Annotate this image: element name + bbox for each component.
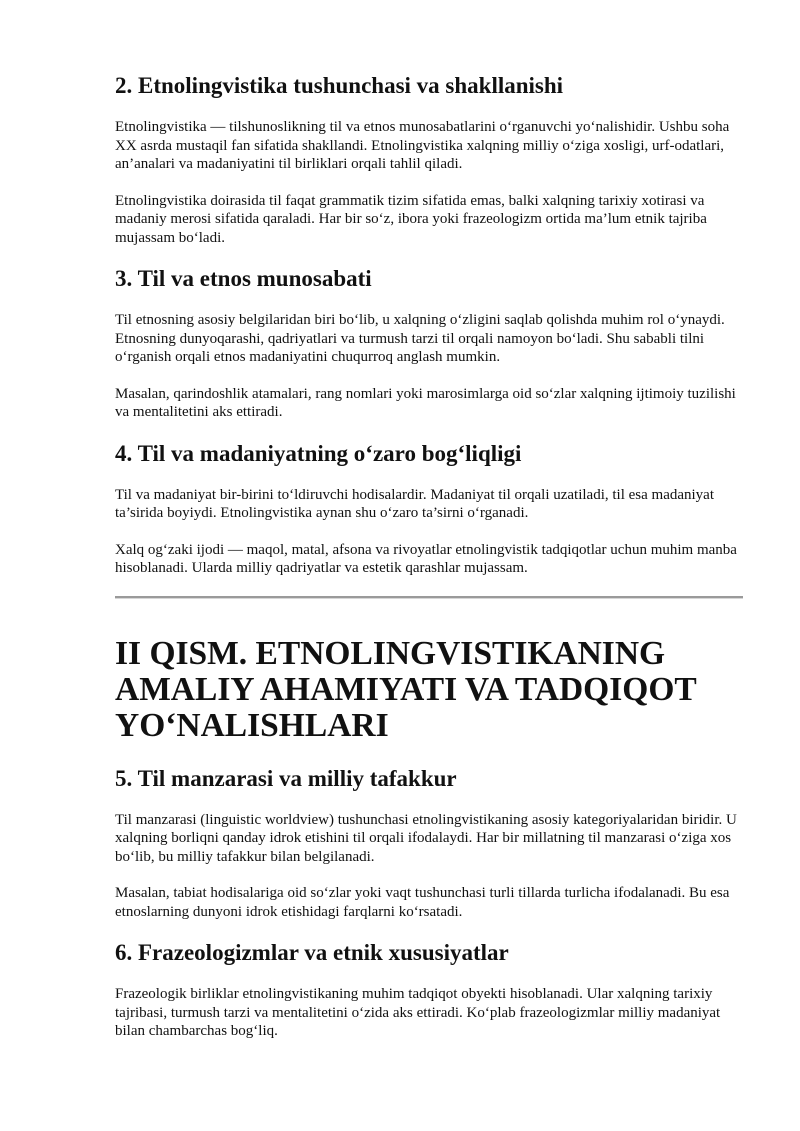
horizontal-rule (115, 596, 743, 599)
section-heading: 6. Frazeologizmlar va etnik xususiyatlar (115, 940, 509, 965)
section-6 (115, 939, 743, 1041)
section-2 (115, 72, 743, 247)
paragraph: Etnolingvistika doirasida til faqat grammatik tizim sifatida emas, balki xalqning tarixiy xotirasi va madaniy merosi sifatida qaraladi. Har bir so‘z, ibora yoki frazeologizm ortida ma’lum etnik tajriba mujassam bo‘ladi. (115, 192, 707, 246)
paragraph: Etnolingvistika — tilshunoslikning til va etnos munosabatlarini o‘rganuvchi yo‘nalishidir. Ushbu soha XX asrda mustaqil fan sifatida shakllandi. Etnolingvistika xalqning milliy o‘ziga xosligi, urf-odatlari, an’analari va madaniyatini til birliklari orqali tahlil qiladi. (115, 119, 730, 172)
section-heading: 4. Til va madaniyatning o‘zaro bog‘liqligi (115, 440, 522, 466)
document-page (115, 72, 743, 1059)
paragraph: Til etnosning asosiy belgilaridan biri bo‘lib, u xalqning o‘zligini saqlab qolishda muhim rol o‘ynaydi. Etnosning dunyoqarashi, qadriyatlari va turmush tarzi til orqali namoyon bo‘ladi. Shu sababli tilni o‘rganish orqali etnos madaniyatini chuqurroq anglash mumkin. (115, 312, 725, 365)
paragraph: Frazeologik birliklar etnolingvistikaning muhim tadqiqot obyekti hisoblanadi. Ular xalqning tarixiy tajribasi, turmush tarzi va mentalitetini o‘zida aks ettiradi. Ko‘plab frazeologizmlar milliy madaniyat bilan chambarchas bog‘liq. (115, 986, 721, 1039)
paragraph: Masalan, tabiat hodisalariga oid so‘zlar yoki vaqt tushunchasi turli tillarda turlicha ifodalanadi. Bu esa etnoslarning dunyoni idrok etishidagi farqlarni ko‘rsatadi. (115, 885, 730, 920)
section-5 (115, 765, 743, 922)
paragraph: Masalan, qarindoshlik atamalari, rang nomlari yoki marosimlarga oid so‘zlar xalqning ijtimoiy tuzilishi va mentalitetini aks ettiradi. (115, 385, 736, 420)
section-heading: 2. Etnolingvistika tushunchasi va shakllanishi (115, 73, 564, 98)
paragraph: Til manzarasi (linguistic worldview) tushunchasi etnolingvistikaning asosiy kategoriyalaridan biridir. U xalqning borliqni qanday idrok etishini til orqali ifodalaydi. Har bir millatning til manzarasi o‘ziga xos bo‘lib, bu milliy tafakkur bilan belgilanadi. (115, 811, 737, 865)
section-heading: 3. Til va etnos munosabati (115, 266, 372, 291)
part-title: II QISM. ETNOLINGVISTIKANING AMALIY AHAMIYATI VA TADQIQOT YO‘NALISHLARI (115, 634, 697, 744)
section-4 (115, 440, 743, 578)
paragraph: Til va madaniyat bir-birini to‘ldiruvchi hodisalardir. Madaniyat til orqali uzatiladi, til esa madaniyat ta’sirida boyiydi. Etnolingvistika aynan shu o‘zaro ta’sirni o‘rganadi. (115, 486, 715, 521)
section-heading: 5. Til manzarasi va milliy tafakkur (115, 765, 457, 791)
paragraph: Xalq og‘zaki ijodi — maqol, matal, afsona va rivoyatlar etnolingvistik tadqiqotlar uchun muhim manba hisoblanadi. Ularda milliy qadriyatlar va estetik qarashlar mujassam. (115, 541, 737, 576)
section-3 (115, 265, 743, 422)
